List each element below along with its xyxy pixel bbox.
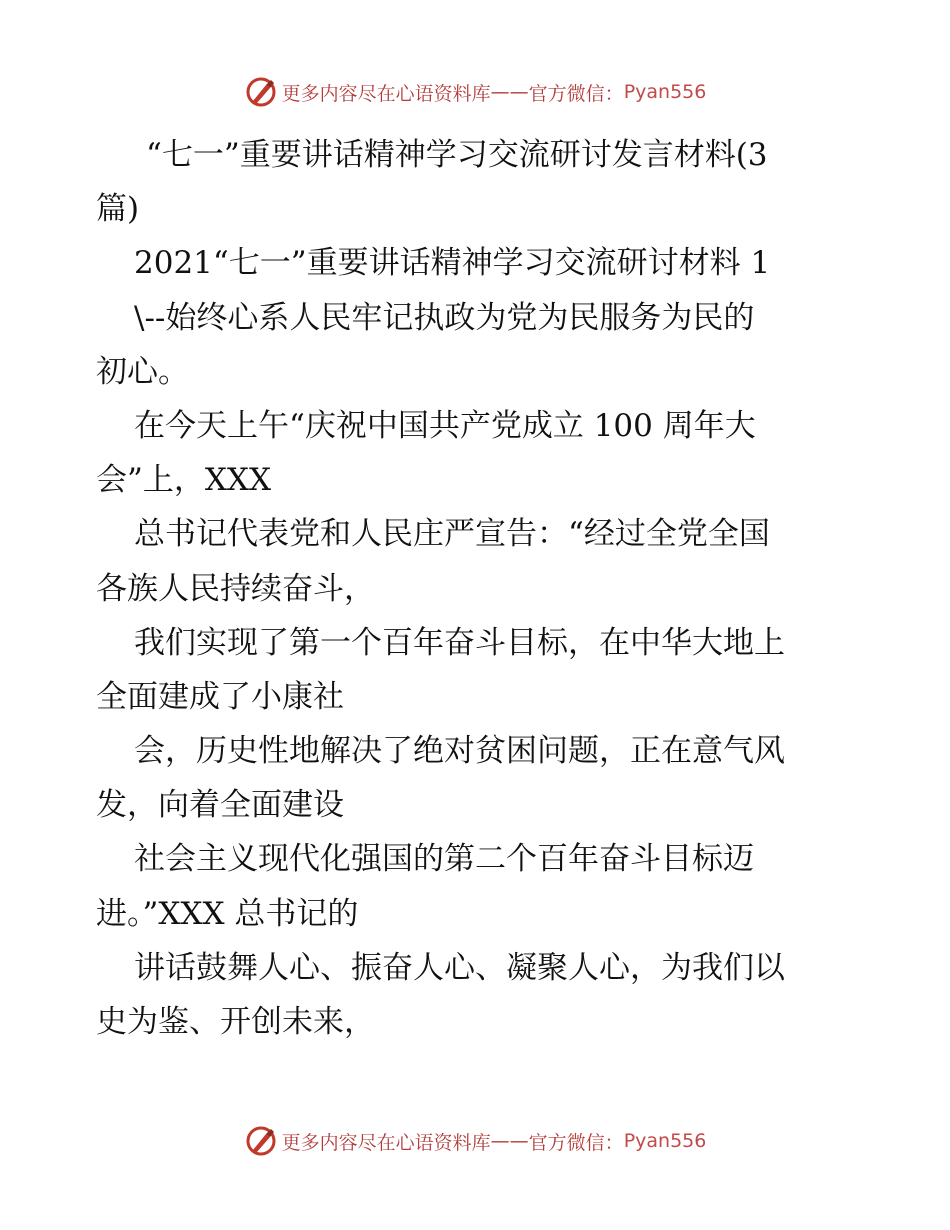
text-line: 进。”XXX 总书记的 bbox=[96, 895, 359, 932]
text-line: 总书记代表党和人民庄严宣告：“经过全党全国 bbox=[134, 516, 770, 553]
watermark-site-text: 更多内容尽在心语资料库 bbox=[281, 82, 491, 105]
text-line: 2021“七一”重要讲话精神学习交流研讨材料 1 bbox=[134, 245, 771, 282]
watermark-separator: —— bbox=[490, 1130, 529, 1152]
document-body bbox=[96, 128, 856, 1049]
text-line: 我们实现了第一个百年奋斗目标，在中华大地上 bbox=[134, 624, 785, 661]
footer-watermark bbox=[0, 1121, 950, 1161]
watermark-separator: —— bbox=[490, 81, 529, 103]
text-line: 初心。 bbox=[96, 353, 189, 390]
title-line: “七一”重要讲话精神学习交流研讨发言材料(3 bbox=[146, 137, 768, 173]
header-watermark bbox=[0, 72, 950, 112]
text-line: 会”上，XXX bbox=[96, 462, 272, 499]
text-line: 史为鉴、开创未来， bbox=[96, 1004, 375, 1040]
title-line: 篇) bbox=[96, 191, 140, 228]
pen-logo-icon bbox=[244, 1124, 278, 1158]
watermark-wechat-label: 官方微信： bbox=[528, 82, 624, 105]
text-line: 讲话鼓舞人心、振奋人心、凝聚人心，为我们以 bbox=[134, 949, 785, 986]
text-line: 社会主义现代化强国的第二个百年奋斗目标迈 bbox=[134, 841, 754, 878]
text-line: 发，向着全面建设 bbox=[96, 787, 344, 824]
pen-logo-icon bbox=[244, 75, 278, 109]
text-line: 会，历史性地解决了绝对贫困问题，正在意气风 bbox=[134, 733, 785, 770]
watermark-site-text: 更多内容尽在心语资料库 bbox=[281, 1131, 491, 1154]
watermark-wechat-id: Pyan556 bbox=[623, 81, 707, 103]
text-line: 全面建成了小康社 bbox=[96, 678, 344, 715]
text-line: 各族人民持续奋斗， bbox=[96, 570, 375, 607]
watermark-wechat-id: Pyan556 bbox=[623, 1130, 707, 1152]
text-line: \--始终心系人民牢记执政为党为民服务为民的 bbox=[134, 299, 755, 336]
text-line: 在今天上午“庆祝中国共产党成立 100 周年大 bbox=[134, 407, 756, 444]
watermark-wechat-label: 官方微信： bbox=[528, 1131, 624, 1154]
